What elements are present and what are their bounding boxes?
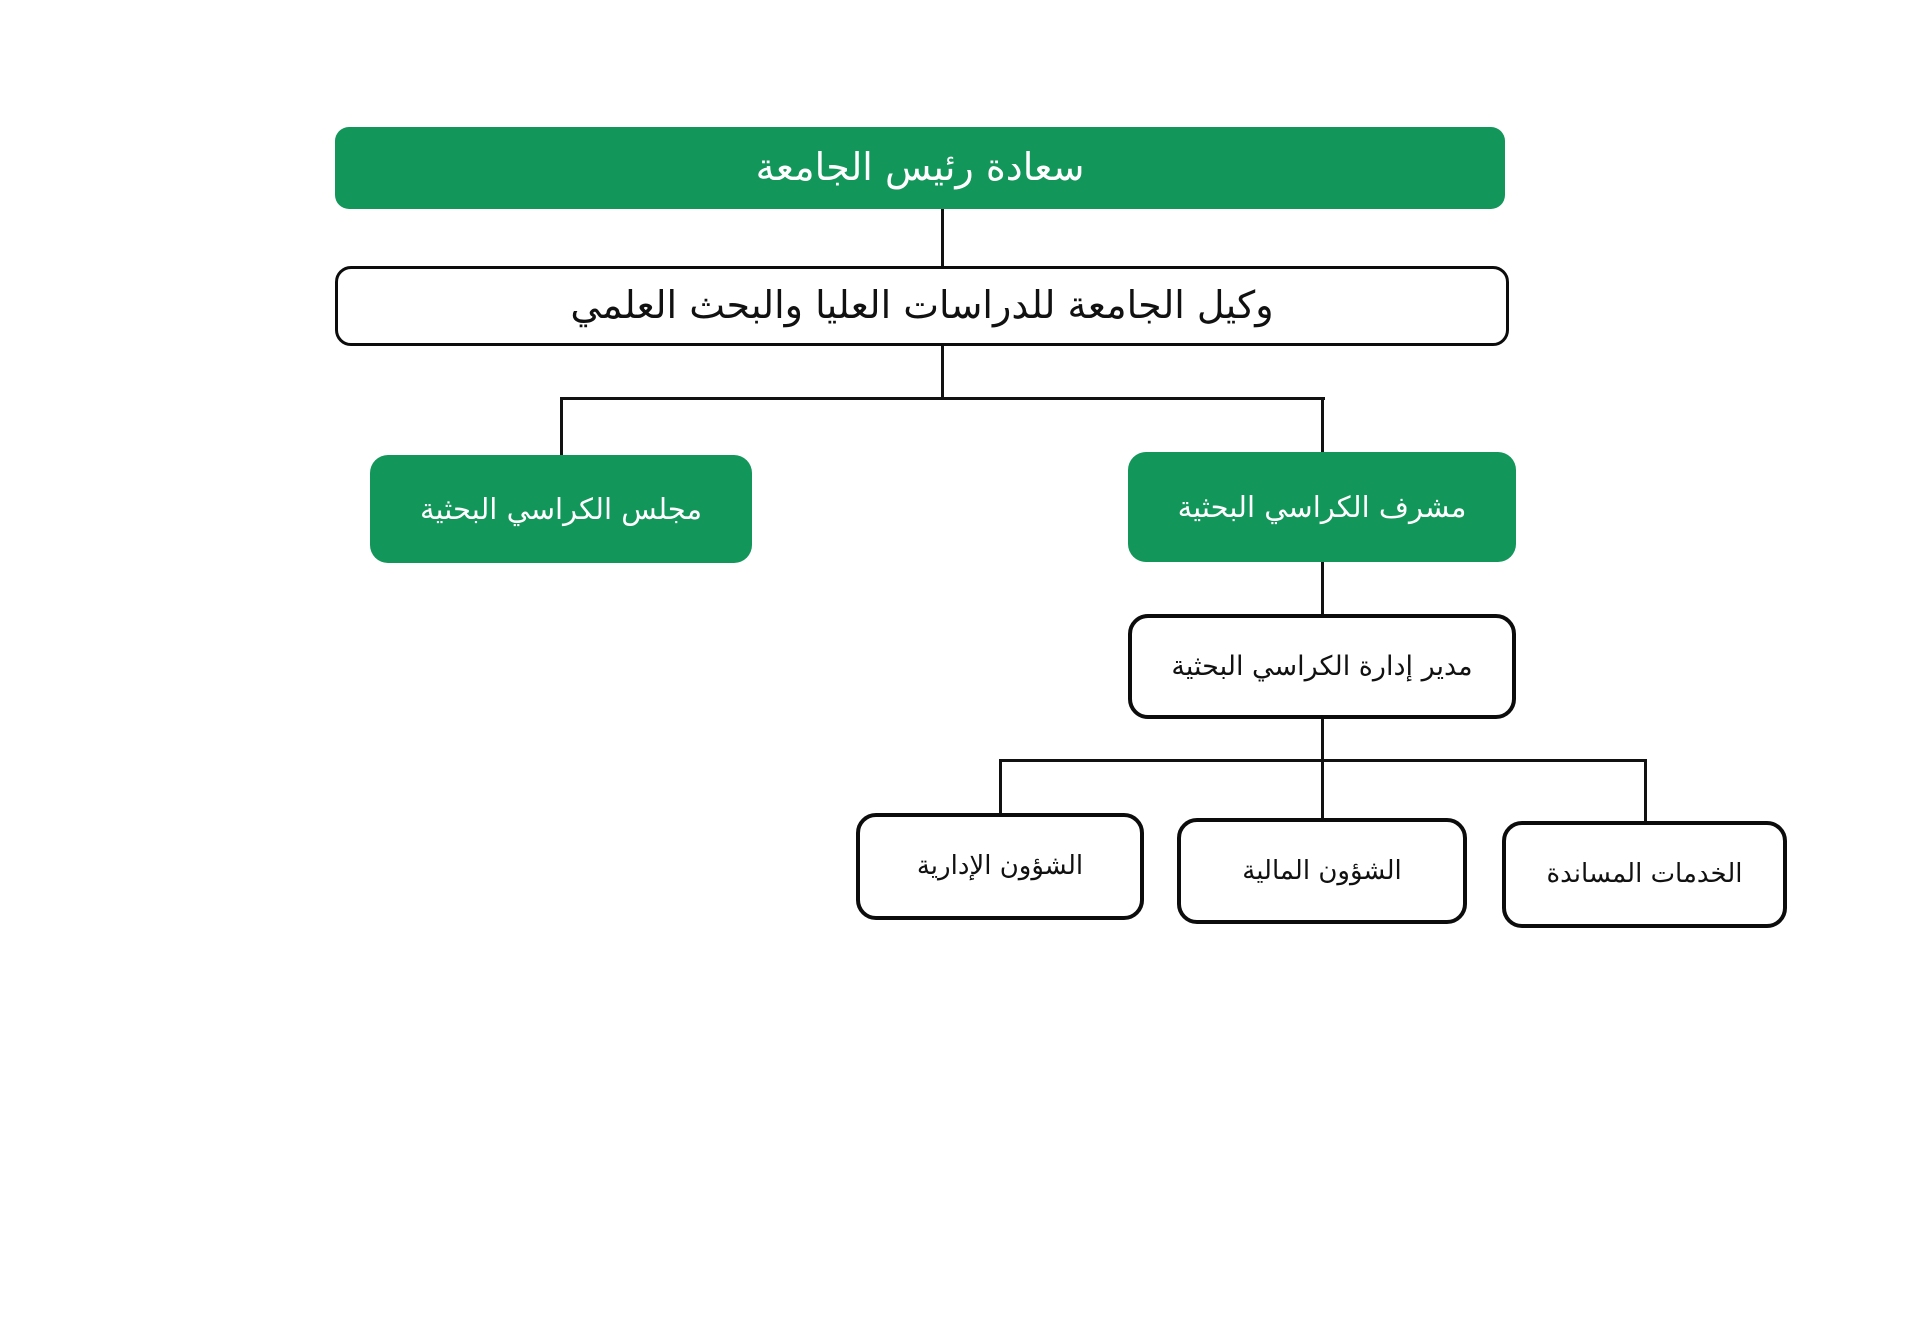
connector-vice-down-stub — [941, 346, 944, 398]
node-support-services — [1502, 821, 1787, 928]
connector-supervisor-to-director — [1321, 562, 1324, 614]
node-research-chairs-supervisor-label: مشرف الكراسي البحثية — [1177, 489, 1467, 524]
node-research-chairs-council-label: مجلس الكراسي البحثية — [419, 491, 703, 526]
connector-drop-to-supervisor — [1321, 398, 1324, 452]
node-administrative-affairs — [856, 813, 1144, 920]
node-vice-president-graduate-studies-label: وكيل الجامعة للدراسات العليا والبحث العلمي — [570, 283, 1274, 328]
node-research-chairs-director-label: مدير إدارة الكراسي البحثية — [1171, 650, 1473, 682]
node-support-services-label: الخدمات المساندة — [1546, 859, 1743, 890]
node-vice-president-graduate-studies — [335, 266, 1509, 346]
connector-drop-to-council — [560, 398, 563, 455]
node-university-president — [335, 127, 1505, 209]
connector-president-to-vice — [941, 209, 944, 266]
node-financial-affairs-label: الشؤون المالية — [1242, 855, 1402, 886]
node-university-president-label: سعادة رئيس الجامعة — [755, 145, 1085, 190]
connector-drop-to-support — [1644, 760, 1647, 821]
connector-director-down-stub — [1321, 719, 1324, 818]
node-research-chairs-director — [1128, 614, 1516, 719]
connector-level3-horizontal — [560, 397, 1325, 400]
connector-level5-horizontal — [999, 759, 1647, 762]
node-research-chairs-council — [370, 455, 752, 563]
node-financial-affairs — [1177, 818, 1467, 924]
connector-drop-to-admin — [999, 760, 1002, 813]
node-administrative-affairs-label: الشؤون الإدارية — [916, 851, 1084, 882]
node-research-chairs-supervisor — [1128, 452, 1516, 562]
